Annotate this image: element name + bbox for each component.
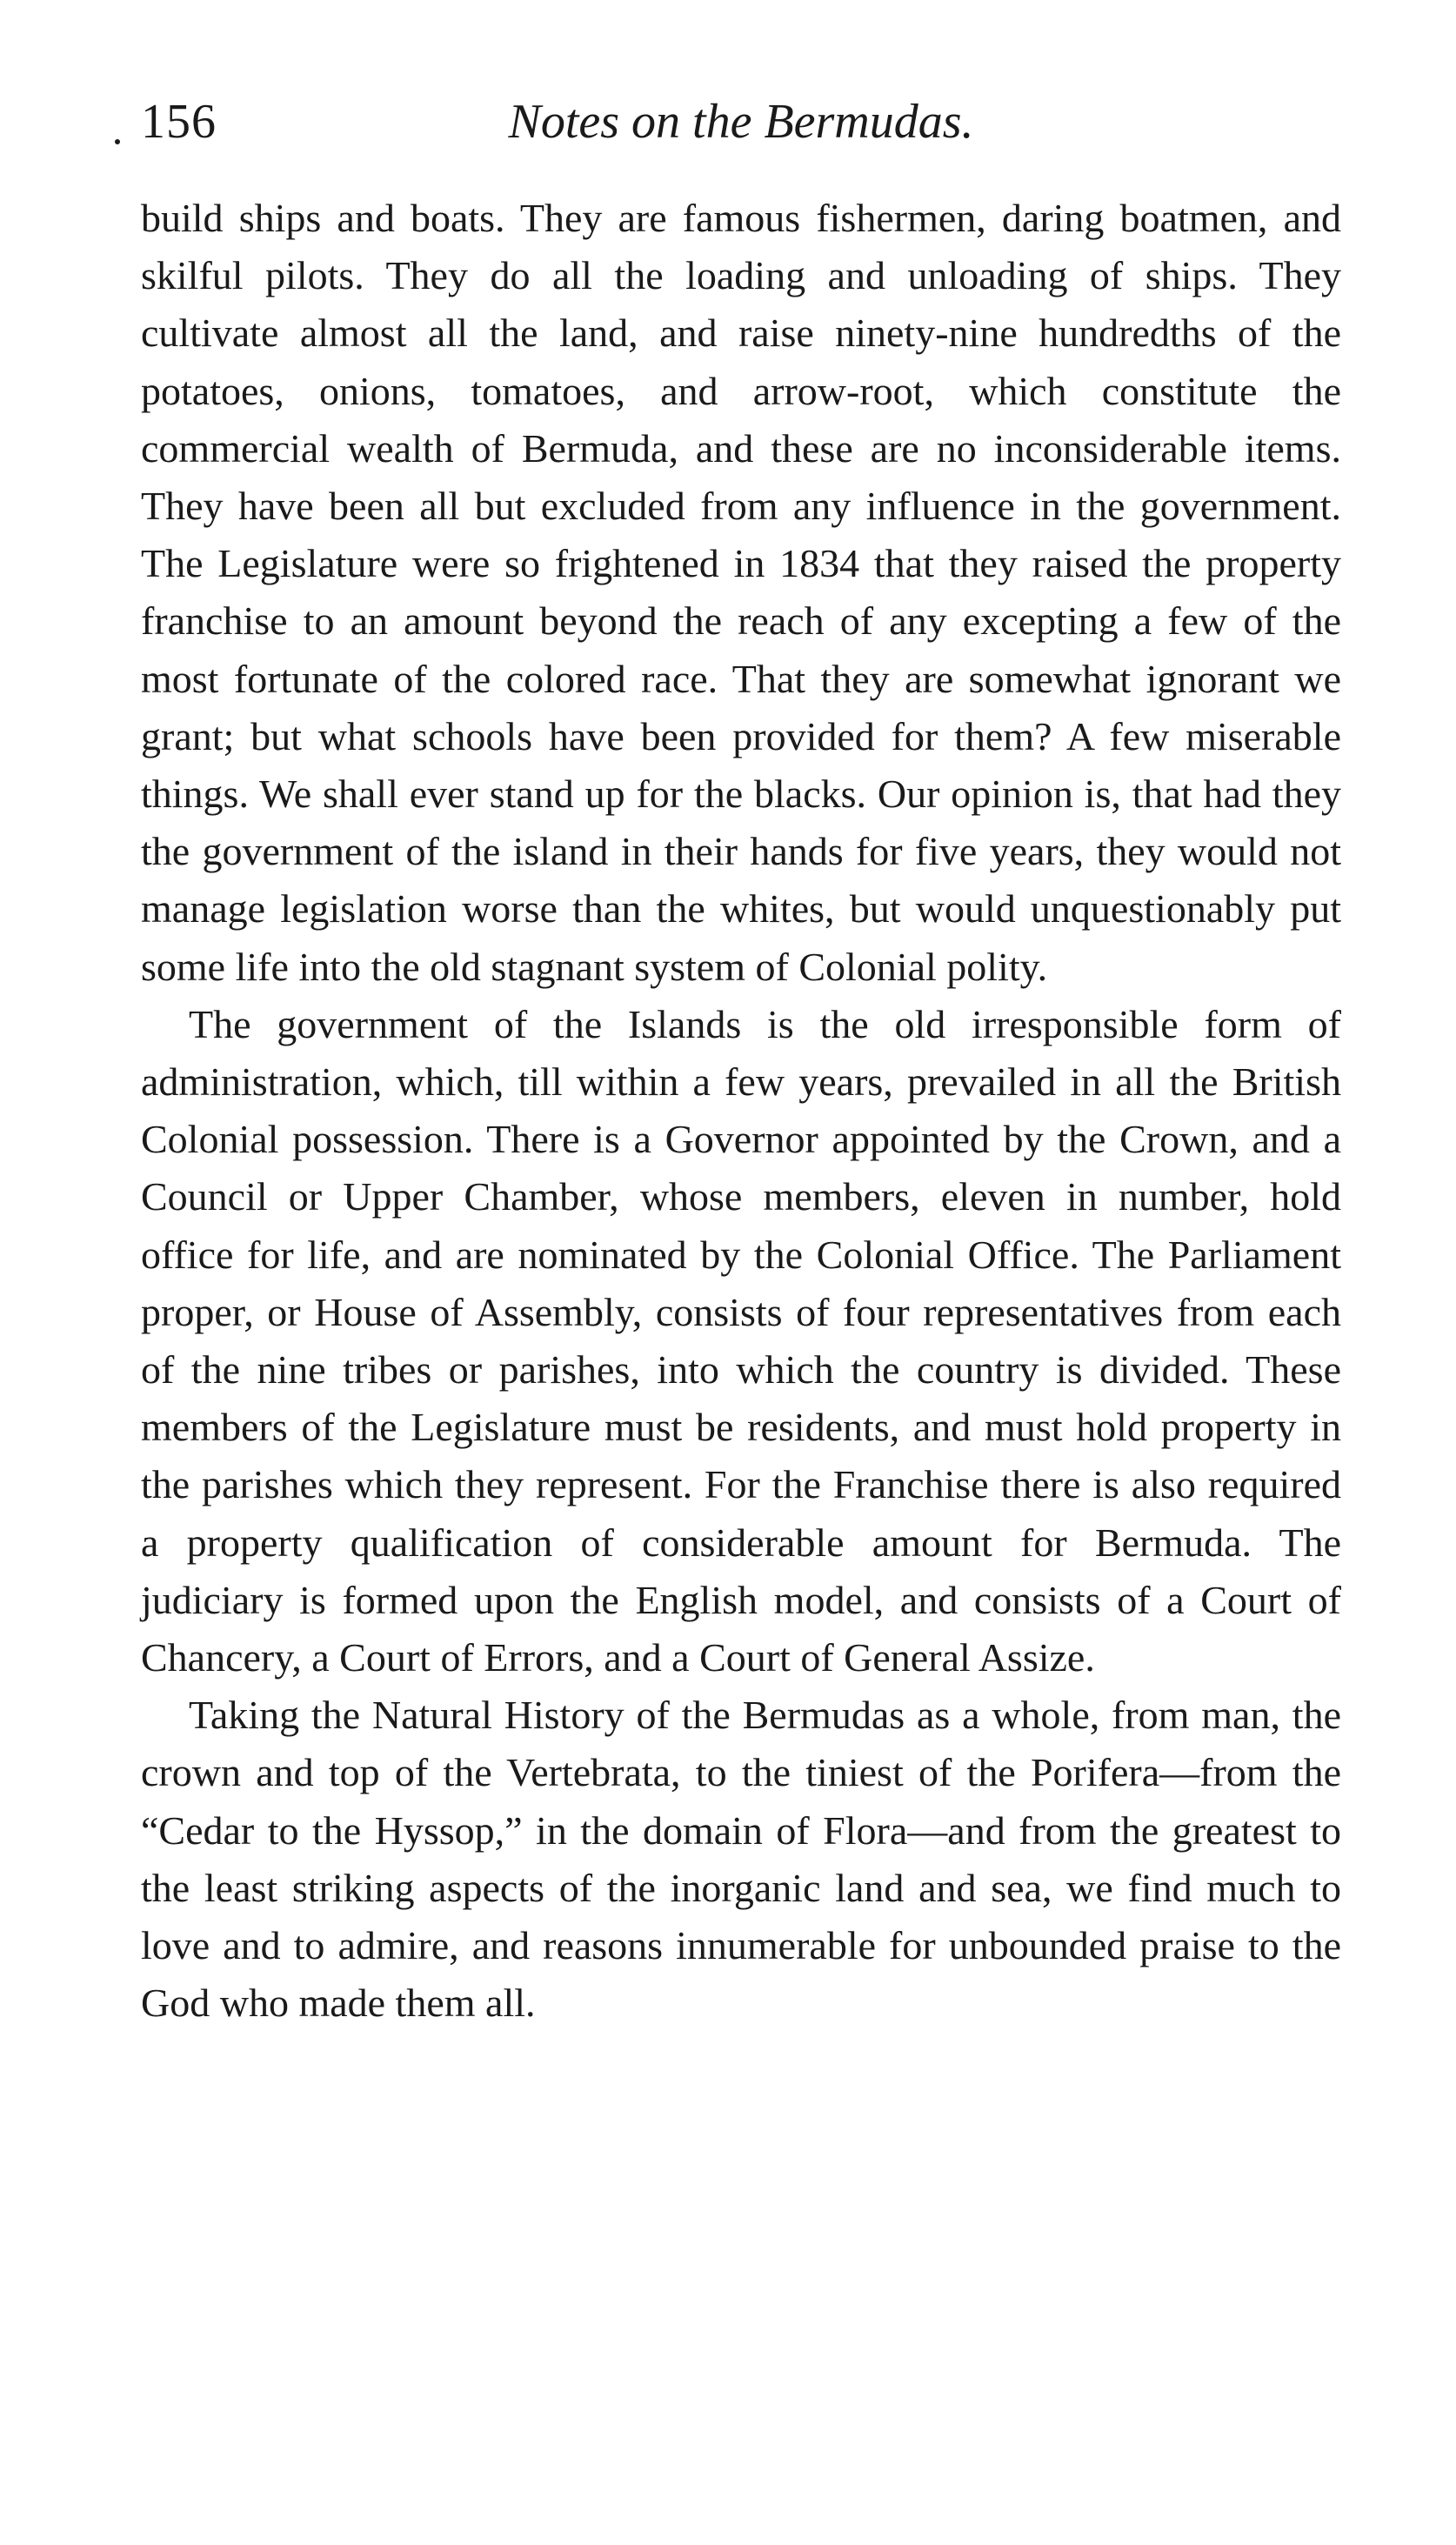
running-title: Notes on the Bermudas. (508, 95, 974, 149)
body-text (141, 190, 1341, 2033)
paragraph-2: The government of the Islands is the old irresponsible form of administration, which, till within a few years, prevailed in all the British Colonial possession. There is a Governor appointed by the Crown, and a Council or Upper Chamber, whose members, eleven in number, hold office for life, and are nominated by the Colonial Office. The Parliament proper, or House of Assembly, consists of four representatives from each of the nine tribes or parishes, into which the country is divided. These members of the Legislature must be residents, and must hold property in the parishes which they represent. For the Franchise there is also required a property qualification of considerable amount for Bermuda. The judiciary is formed upon the English model, and consists of a Court of Chancery, a Court of Errors, and a Court of General Assize. (141, 1001, 1341, 1680)
page-number: 156 (141, 95, 217, 149)
page-header (141, 94, 1341, 164)
paragraph-3: Taking the Natural History of the Bermudas as a whole, from man, the crown and top of the Vertebrata, to the tiniest of the Porifera—from the “Cedar to the Hyssop,” in the domain of Flora—and from the greatest to the least striking aspects of the inorganic land and sea, we find much to love and to admire, and reasons innumerable for unbounded praise to the God who made them all. (141, 1693, 1341, 2026)
paragraph-1: build ships and boats. They are famous fishermen, daring boatmen, and skilful pilots. They do all the loading and unloading of ships. They cultivate almost all the land, and raise ninety-nine hundredths of the potatoes, onions, tomatoes, and arrow-root, which constitute the commercial wealth of Bermuda, and these are no inconsiderable items. They have been all but excluded from any influence in the government. The Legislature were so frightened in 1834 that they raised the property franchise to an amount beyond the reach of any excepting a few of the most fortunate of the colored race. That they are somewhat ignorant we grant; but what schools have been provided for them? A few miserable things. We shall ever stand up for the blacks. Our opinion is, that had they the government of the island in their hands for five years, they would not manage legislation worse than the whites, but would unquestionably put some life into the old stagnant system of Colonial polity. (141, 196, 1341, 989)
ink-speck (115, 139, 120, 144)
